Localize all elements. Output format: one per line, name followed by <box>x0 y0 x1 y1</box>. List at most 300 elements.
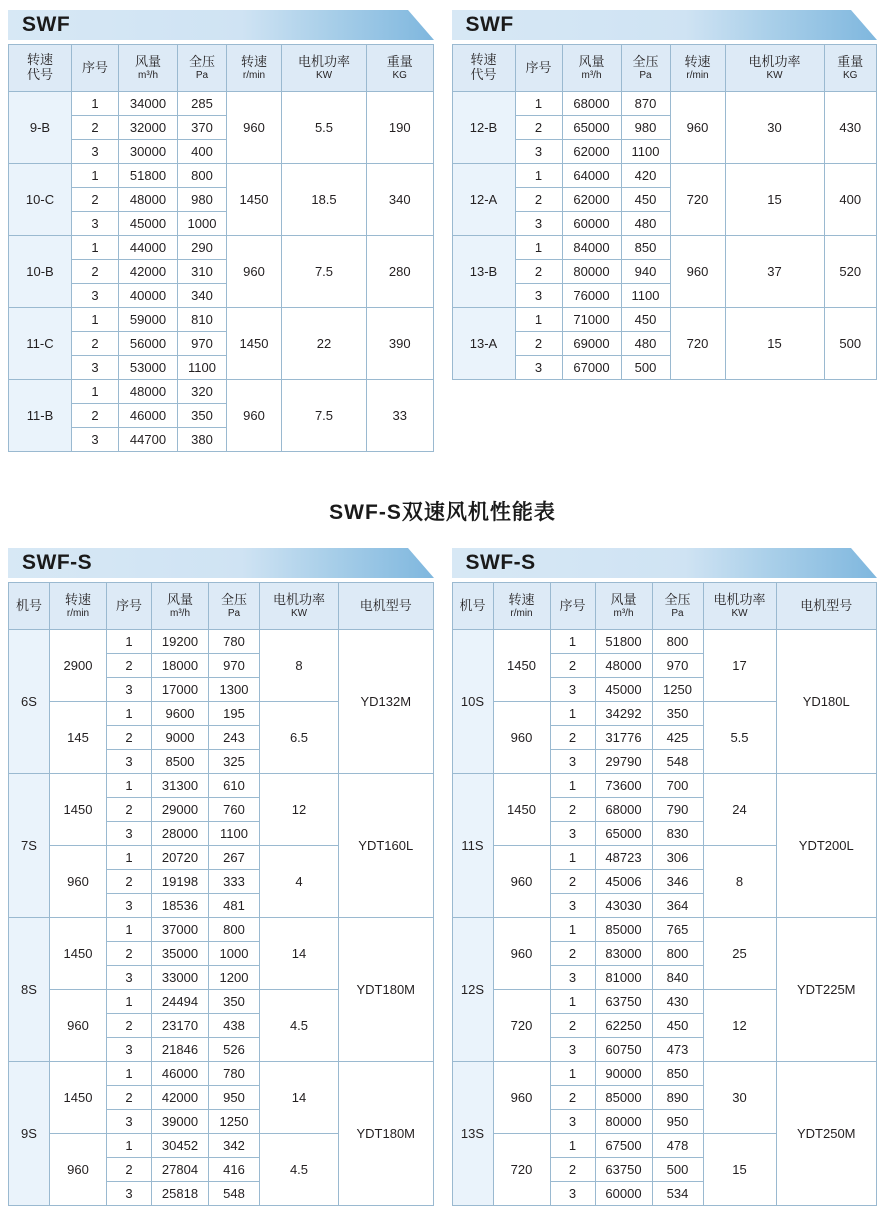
data-cell: 48723 <box>595 846 652 870</box>
data-cell: 760 <box>209 798 260 822</box>
data-cell: 970 <box>209 654 260 678</box>
table-row <box>452 774 877 798</box>
table-row <box>9 918 434 942</box>
data-cell: 430 <box>652 990 703 1014</box>
data-cell: 3 <box>107 894 152 918</box>
banner-title: SWF <box>22 13 71 36</box>
data-cell: 85000 <box>595 1086 652 1110</box>
data-cell: 65000 <box>595 822 652 846</box>
swf-right-body <box>452 92 877 380</box>
data-cell: 27804 <box>152 1158 209 1182</box>
data-cell: 34000 <box>119 92 178 116</box>
data-cell: 3 <box>72 356 119 380</box>
data-cell: 3 <box>550 894 595 918</box>
data-cell: 800 <box>652 630 703 654</box>
data-cell: 450 <box>621 308 670 332</box>
data-cell: 2 <box>107 798 152 822</box>
data-cell: 960 <box>50 990 107 1062</box>
data-cell: 80000 <box>562 260 621 284</box>
th-speed-code: 转速 代号 <box>452 45 515 92</box>
data-cell: 23170 <box>152 1014 209 1038</box>
data-cell: 42000 <box>152 1086 209 1110</box>
data-cell: 450 <box>652 1014 703 1038</box>
data-cell: 320 <box>178 380 227 404</box>
data-cell: 290 <box>178 236 227 260</box>
data-cell: 63750 <box>595 990 652 1014</box>
data-cell: 425 <box>652 726 703 750</box>
data-cell: 29000 <box>152 798 209 822</box>
data-cell: 65000 <box>562 116 621 140</box>
data-cell: 390 <box>367 308 434 380</box>
data-cell: 400 <box>178 140 227 164</box>
data-cell: 280 <box>367 236 434 308</box>
data-cell: 19200 <box>152 630 209 654</box>
data-cell: 2 <box>107 1086 152 1110</box>
group-cell: 12-A <box>452 164 515 236</box>
data-cell: 1450 <box>50 774 107 846</box>
th-index: 序号 <box>550 583 595 630</box>
table-row <box>452 918 877 942</box>
data-cell: 43030 <box>595 894 652 918</box>
th-weight: 重量 KG <box>367 45 434 92</box>
data-cell: 76000 <box>562 284 621 308</box>
data-cell: 3 <box>107 750 152 774</box>
data-cell: 32000 <box>119 116 178 140</box>
swf-section <box>0 0 885 452</box>
data-cell: 1 <box>515 92 562 116</box>
data-cell: 60000 <box>595 1182 652 1206</box>
data-cell: 1 <box>550 702 595 726</box>
data-cell: 1 <box>550 990 595 1014</box>
data-cell: 285 <box>178 92 227 116</box>
table-row <box>9 380 434 404</box>
data-cell: 340 <box>178 284 227 308</box>
table-row <box>9 308 434 332</box>
data-cell: 60750 <box>595 1038 652 1062</box>
data-cell: 500 <box>621 356 670 380</box>
data-cell: 548 <box>652 750 703 774</box>
data-cell: 267 <box>209 846 260 870</box>
data-cell: 1 <box>550 774 595 798</box>
swf-left-banner <box>8 10 434 40</box>
data-cell: 940 <box>621 260 670 284</box>
th-index: 序号 <box>107 583 152 630</box>
table-row <box>9 164 434 188</box>
table-row <box>452 92 877 116</box>
table-row <box>452 1062 877 1086</box>
data-cell: 45000 <box>119 212 178 236</box>
swfs-left-block <box>8 548 434 1206</box>
data-cell: 31776 <box>595 726 652 750</box>
th-model: 机号 <box>452 583 493 630</box>
data-cell: 534 <box>652 1182 703 1206</box>
group-cell: 11-B <box>9 380 72 452</box>
data-cell: 15 <box>725 308 824 380</box>
data-cell: 195 <box>209 702 260 726</box>
swfs-section <box>0 548 885 1206</box>
data-cell: 63750 <box>595 1158 652 1182</box>
swf-left-block <box>8 10 434 452</box>
swfs-right-table <box>452 582 878 1206</box>
data-cell: 29790 <box>595 750 652 774</box>
data-cell: 350 <box>178 404 227 428</box>
group-cell: 12-B <box>452 92 515 164</box>
data-cell: 500 <box>824 308 877 380</box>
data-cell: 30000 <box>119 140 178 164</box>
data-cell: 69000 <box>562 332 621 356</box>
data-cell: 850 <box>652 1062 703 1086</box>
data-cell: 780 <box>209 1062 260 1086</box>
data-cell: 3 <box>550 822 595 846</box>
data-cell: 340 <box>367 164 434 236</box>
data-cell: 37000 <box>152 918 209 942</box>
group-cell: 12S <box>452 918 493 1062</box>
table-header-row <box>452 45 877 92</box>
data-cell: 30452 <box>152 1134 209 1158</box>
data-cell: 3 <box>107 1182 152 1206</box>
data-cell: 430 <box>824 92 877 164</box>
data-cell: 31300 <box>152 774 209 798</box>
data-cell: 80000 <box>595 1110 652 1134</box>
data-cell: 3 <box>107 678 152 702</box>
data-cell: 960 <box>493 846 550 918</box>
swfs-left-banner <box>8 548 434 578</box>
data-cell: 34292 <box>595 702 652 726</box>
data-cell: 14 <box>260 918 339 990</box>
data-cell: 310 <box>178 260 227 284</box>
data-cell: 24494 <box>152 990 209 1014</box>
data-cell: 420 <box>621 164 670 188</box>
data-cell: 1250 <box>209 1110 260 1134</box>
group-cell: 11-C <box>9 308 72 380</box>
data-cell: YDT200L <box>776 774 877 918</box>
data-cell: 1200 <box>209 966 260 990</box>
group-cell: 7S <box>9 774 50 918</box>
data-cell: 3 <box>72 140 119 164</box>
banner-bar <box>452 10 878 40</box>
data-cell: 42000 <box>119 260 178 284</box>
data-cell: 3 <box>550 1182 595 1206</box>
data-cell: 800 <box>178 164 227 188</box>
th-airflow: 风量 m³/h <box>119 45 178 92</box>
data-cell: 960 <box>493 918 550 990</box>
data-cell: 850 <box>621 236 670 260</box>
data-cell: 3 <box>72 284 119 308</box>
data-cell: 970 <box>652 654 703 678</box>
data-cell: 18536 <box>152 894 209 918</box>
data-cell: 370 <box>178 116 227 140</box>
data-cell: 2 <box>107 1158 152 1182</box>
data-cell: 1 <box>550 918 595 942</box>
data-cell: 970 <box>178 332 227 356</box>
data-cell: 950 <box>209 1086 260 1110</box>
data-cell: 24 <box>703 774 776 846</box>
th-power: 电机功率 KW <box>725 45 824 92</box>
data-cell: 1 <box>550 846 595 870</box>
table-row <box>452 630 877 654</box>
data-cell: 1450 <box>227 164 282 236</box>
th-weight: 重量 KG <box>824 45 877 92</box>
data-cell: 2 <box>107 1014 152 1038</box>
data-cell: 3 <box>550 678 595 702</box>
th-pressure: 全压 Pa <box>652 583 703 630</box>
data-cell: 1 <box>72 380 119 404</box>
data-cell: 2 <box>515 188 562 212</box>
data-cell: 765 <box>652 918 703 942</box>
data-cell: 2 <box>72 188 119 212</box>
data-cell: 960 <box>670 92 725 164</box>
data-cell: 346 <box>652 870 703 894</box>
data-cell: 37 <box>725 236 824 308</box>
banner-bar <box>8 10 434 40</box>
data-cell: 1450 <box>493 630 550 702</box>
th-pressure: 全压 Pa <box>178 45 227 92</box>
data-cell: 610 <box>209 774 260 798</box>
data-cell: 3 <box>515 356 562 380</box>
data-cell: 1 <box>72 92 119 116</box>
data-cell: 960 <box>227 236 282 308</box>
data-cell: 2 <box>107 654 152 678</box>
group-cell: 13-A <box>452 308 515 380</box>
data-cell: 830 <box>652 822 703 846</box>
data-cell: 500 <box>652 1158 703 1182</box>
section-title: SWF-S双速风机性能表 <box>329 501 556 524</box>
data-cell: 960 <box>50 1134 107 1206</box>
data-cell: 81000 <box>595 966 652 990</box>
data-cell: 2 <box>550 1086 595 1110</box>
data-cell: 3 <box>550 1038 595 1062</box>
data-cell: 2 <box>515 116 562 140</box>
th-index: 序号 <box>72 45 119 92</box>
banner-title: SWF-S <box>22 551 93 574</box>
data-cell: 67000 <box>562 356 621 380</box>
data-cell: 1100 <box>621 140 670 164</box>
data-cell: YD132M <box>339 630 434 774</box>
swfs-left-table <box>8 582 434 1206</box>
data-cell: 4.5 <box>260 990 339 1062</box>
data-cell: 1000 <box>178 212 227 236</box>
data-cell: 18000 <box>152 654 209 678</box>
table-header-row <box>9 583 434 630</box>
data-cell: 1450 <box>50 918 107 990</box>
data-cell: 1 <box>107 774 152 798</box>
swfs-right-block <box>452 548 878 1206</box>
data-cell: 19198 <box>152 870 209 894</box>
data-cell: 1100 <box>209 822 260 846</box>
group-cell: 10-C <box>9 164 72 236</box>
table-row <box>9 1062 434 1086</box>
data-cell: 342 <box>209 1134 260 1158</box>
table-row <box>452 236 877 260</box>
th-airflow: 风量 m³/h <box>595 583 652 630</box>
th-index: 序号 <box>515 45 562 92</box>
data-cell: 3 <box>550 750 595 774</box>
data-cell: 480 <box>621 212 670 236</box>
data-cell: 870 <box>621 92 670 116</box>
data-cell: 44700 <box>119 428 178 452</box>
data-cell: 1 <box>107 630 152 654</box>
table-row <box>452 164 877 188</box>
data-cell: 68000 <box>562 92 621 116</box>
data-cell: 21846 <box>152 1038 209 1062</box>
data-cell: 59000 <box>119 308 178 332</box>
data-cell: 84000 <box>562 236 621 260</box>
group-cell: 8S <box>9 918 50 1062</box>
data-cell: 145 <box>50 702 107 774</box>
data-cell: 1 <box>550 1062 595 1086</box>
data-cell: 3 <box>107 1110 152 1134</box>
data-cell: 64000 <box>562 164 621 188</box>
data-cell: 1 <box>550 1134 595 1158</box>
table-row <box>452 308 877 332</box>
group-cell: 6S <box>9 630 50 774</box>
data-cell: 325 <box>209 750 260 774</box>
data-cell: 5.5 <box>703 702 776 774</box>
data-cell: 960 <box>227 380 282 452</box>
data-cell: 3 <box>72 428 119 452</box>
data-cell: 30 <box>703 1062 776 1134</box>
th-motor-model: 电机型号 <box>339 583 434 630</box>
data-cell: 1 <box>550 630 595 654</box>
data-cell: 73600 <box>595 774 652 798</box>
data-cell: 1 <box>107 990 152 1014</box>
data-cell: 30 <box>725 92 824 164</box>
group-cell: 13S <box>452 1062 493 1206</box>
table-row <box>9 236 434 260</box>
data-cell: 51800 <box>595 630 652 654</box>
data-cell: 1100 <box>621 284 670 308</box>
data-cell: 53000 <box>119 356 178 380</box>
data-cell: 720 <box>670 308 725 380</box>
data-cell: 6.5 <box>260 702 339 774</box>
data-cell: 1 <box>515 164 562 188</box>
data-cell: 1 <box>107 846 152 870</box>
th-model: 机号 <box>9 583 50 630</box>
data-cell: 950 <box>652 1110 703 1134</box>
data-cell: 520 <box>824 236 877 308</box>
data-cell: 17 <box>703 630 776 702</box>
data-cell: 2 <box>72 116 119 140</box>
swf-left-table <box>8 44 434 452</box>
swfs-right-body <box>452 630 877 1206</box>
data-cell: 1 <box>107 1134 152 1158</box>
data-cell: 1100 <box>178 356 227 380</box>
data-cell: 1 <box>107 1062 152 1086</box>
th-power: 电机功率 KW <box>703 583 776 630</box>
th-pressure: 全压 Pa <box>621 45 670 92</box>
data-cell: 5.5 <box>282 92 367 164</box>
th-airflow: 风量 m³/h <box>562 45 621 92</box>
banner-title: SWF <box>465 13 514 36</box>
data-cell: 980 <box>178 188 227 212</box>
group-cell: 11S <box>452 774 493 918</box>
data-cell: 8500 <box>152 750 209 774</box>
data-cell: 1 <box>107 702 152 726</box>
data-cell: 15 <box>725 164 824 236</box>
data-cell: 700 <box>652 774 703 798</box>
data-cell: 25 <box>703 918 776 990</box>
data-cell: 4 <box>260 846 339 918</box>
data-cell: 62250 <box>595 1014 652 1038</box>
data-cell: 960 <box>493 1062 550 1134</box>
data-cell: 960 <box>50 846 107 918</box>
data-cell: 416 <box>209 1158 260 1182</box>
th-speed: 转速 r/min <box>670 45 725 92</box>
data-cell: 3 <box>72 212 119 236</box>
data-cell: 890 <box>652 1086 703 1110</box>
data-cell: YD180L <box>776 630 877 774</box>
data-cell: 840 <box>652 966 703 990</box>
data-cell: 720 <box>493 990 550 1062</box>
data-cell: 85000 <box>595 918 652 942</box>
data-cell: 1 <box>72 236 119 260</box>
data-cell: 548 <box>209 1182 260 1206</box>
data-cell: 2 <box>550 1014 595 1038</box>
data-cell: 480 <box>621 332 670 356</box>
table-header-row <box>452 583 877 630</box>
data-cell: 3 <box>515 284 562 308</box>
data-cell: 2 <box>550 726 595 750</box>
data-cell: 800 <box>209 918 260 942</box>
data-cell: 2 <box>107 726 152 750</box>
group-cell: 13-B <box>452 236 515 308</box>
th-power: 电机功率 KW <box>282 45 367 92</box>
data-cell: 9600 <box>152 702 209 726</box>
data-cell: 1450 <box>227 308 282 380</box>
banner-title: SWF-S <box>465 551 536 574</box>
table-row <box>9 630 434 654</box>
data-cell: 40000 <box>119 284 178 308</box>
data-cell: 1000 <box>209 942 260 966</box>
data-cell: 2 <box>72 332 119 356</box>
group-cell: 9-B <box>9 92 72 164</box>
data-cell: 2 <box>72 404 119 428</box>
data-cell: 481 <box>209 894 260 918</box>
data-cell: 28000 <box>152 822 209 846</box>
data-cell: 1 <box>515 308 562 332</box>
data-cell: 48000 <box>119 188 178 212</box>
data-cell: 3 <box>107 822 152 846</box>
data-cell: 56000 <box>119 332 178 356</box>
data-cell: 7.5 <box>282 380 367 452</box>
data-cell: 33000 <box>152 966 209 990</box>
data-cell: YDT250M <box>776 1062 877 1206</box>
data-cell: 2 <box>550 1158 595 1182</box>
data-cell: 12 <box>260 774 339 846</box>
data-cell: 960 <box>493 702 550 774</box>
data-cell: 14 <box>260 1062 339 1134</box>
data-cell: 35000 <box>152 942 209 966</box>
data-cell: 1300 <box>209 678 260 702</box>
data-cell: 2 <box>72 260 119 284</box>
data-cell: 33 <box>367 380 434 452</box>
data-cell: 1 <box>107 918 152 942</box>
data-cell: 2 <box>107 870 152 894</box>
data-cell: 980 <box>621 116 670 140</box>
data-cell: 71000 <box>562 308 621 332</box>
data-cell: 1 <box>72 164 119 188</box>
data-cell: 48000 <box>119 380 178 404</box>
data-cell: 1 <box>72 308 119 332</box>
swf-left-body <box>9 92 434 452</box>
data-cell: 45006 <box>595 870 652 894</box>
group-cell: 9S <box>9 1062 50 1206</box>
data-cell: 2 <box>550 654 595 678</box>
data-cell: YDT160L <box>339 774 434 918</box>
data-cell: 3 <box>550 1110 595 1134</box>
data-cell: YDT180M <box>339 1062 434 1206</box>
data-cell: 810 <box>178 308 227 332</box>
